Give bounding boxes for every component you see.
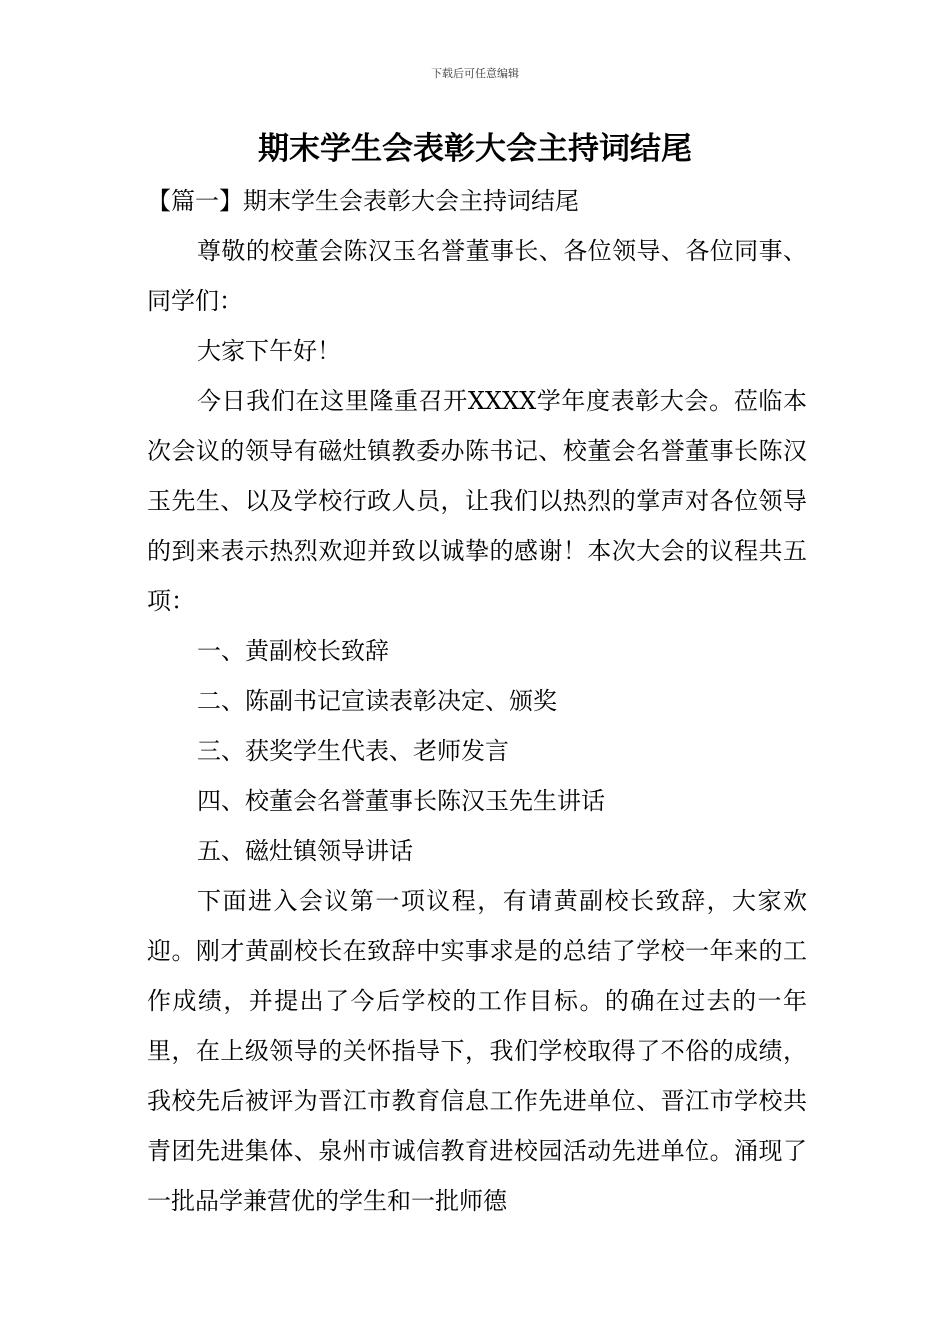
page-header-note: 下载后可任意编辑 — [431, 67, 519, 80]
document-title: 期末学生会表彰大会主持词结尾 — [258, 131, 692, 167]
paragraph-good-afternoon: 大家下午好！ — [197, 337, 341, 365]
document-body — [147, 176, 807, 1226]
agenda-item-1: 一、黄副校长致辞 — [197, 637, 389, 665]
paragraph-first-agenda: 下面进入会议第一项议程，有请黄副校长致辞，大家欢迎。刚才黄副校长在致辞中实事求是的总结了学校一年来的工作成绩，并提出了今后学校的工作目标。的确在过去的一年里，在上级领导的关怀指导下，我们学校取得了不俗的成绩，我校先后被评为晋江市教育信息工作先进单位、晋江市学校共青团先进集体、泉州市诚信教育进校园活动先进单位。涌现了一批品学兼营优的学生和一批师德 — [147, 887, 807, 1215]
paragraph-opening: 今日我们在这里隆重召开XXXX学年度表彰大会。莅临本次会议的领导有磁灶镇教委办陈书记、校董会名誉董事长陈汉玉先生、以及学校行政人员，让我们以热烈的掌声对各位领导的到来表示热烈欢迎并致以诚挚的感谢！本次大会的议程共五项： — [147, 387, 807, 615]
agenda-item-3: 三、获奖学生代表、老师发言 — [197, 737, 509, 765]
section-heading: 【篇一】期末学生会表彰大会主持词结尾 — [147, 187, 579, 215]
agenda-item-4: 四、校董会名誉董事长陈汉玉先生讲话 — [197, 787, 605, 815]
agenda-item-5: 五、磁灶镇领导讲话 — [197, 837, 413, 865]
agenda-item-2: 二、陈副书记宣读表彰决定、颁奖 — [197, 687, 557, 715]
paragraph-greeting: 尊敬的校董会陈汉玉名誉董事长、各位领导、各位同事、同学们： — [147, 237, 807, 315]
